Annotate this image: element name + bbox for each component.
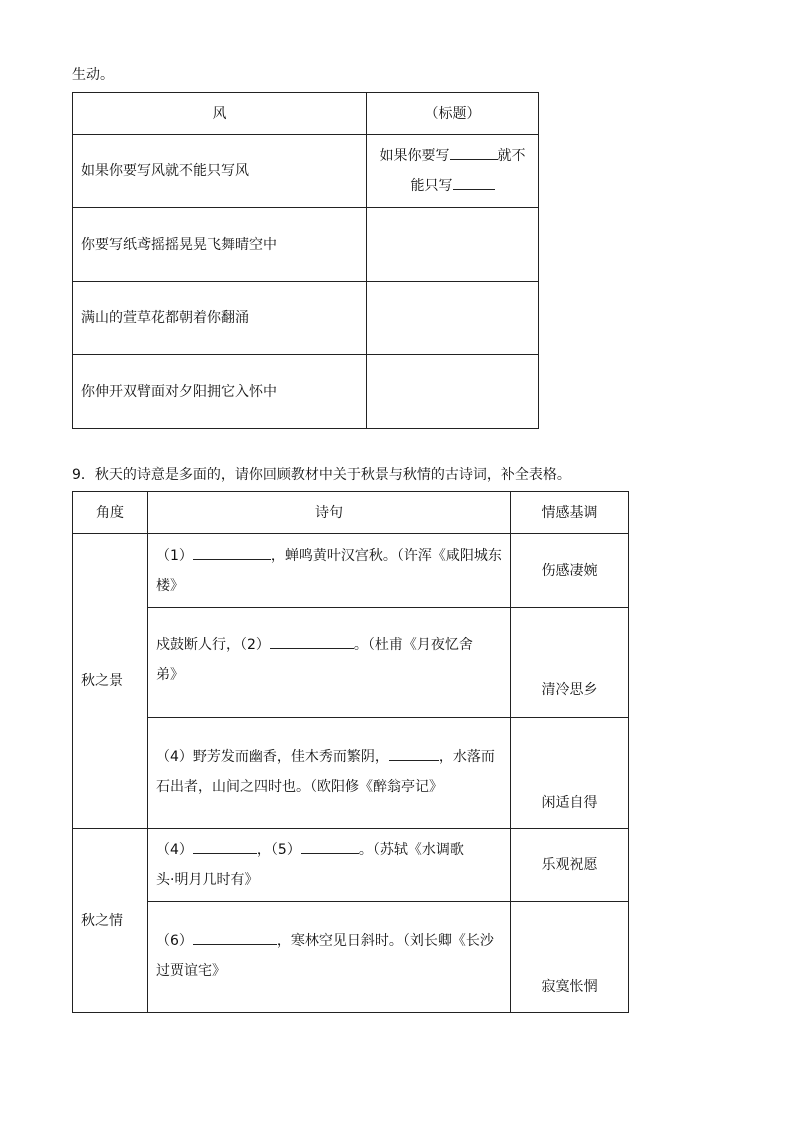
- answer-blank[interactable]: [453, 175, 495, 190]
- poem-line: 如果你要写风就不能只写风: [73, 135, 367, 208]
- header-angle: 角度: [73, 492, 148, 534]
- header-title: （标题）: [367, 93, 539, 135]
- table-row: [73, 718, 629, 829]
- wind-poem-table: [72, 92, 539, 429]
- imitation-answer-cell[interactable]: [367, 355, 539, 429]
- table-header-row: [73, 93, 539, 135]
- table-row: [73, 355, 539, 429]
- verse-cell: [148, 534, 511, 608]
- answer-blank[interactable]: [193, 545, 271, 560]
- angle-autumn-feeling: 秋之情: [73, 829, 148, 1013]
- autumn-poetry-table: [72, 491, 629, 1013]
- table-row: [73, 534, 629, 608]
- table-row: [73, 608, 629, 718]
- tone-cell: 伤感凄婉: [511, 534, 629, 608]
- table-row: [73, 208, 539, 282]
- header-wind: 风: [73, 93, 367, 135]
- angle-autumn-scene: 秋之景: [73, 534, 148, 829]
- header-verse: 诗句: [148, 492, 511, 534]
- verse-text: ，（5）: [256, 842, 301, 858]
- tone-cell: 乐观祝愿: [511, 829, 629, 902]
- poem-line: 你要写纸鸢摇摇晃晃飞舞晴空中: [73, 208, 367, 282]
- imitation-text: 如果你要写: [379, 148, 450, 164]
- verse-text: ，蝉鸣黄叶汉宫秋。（许浑《咸阳城东: [270, 547, 502, 564]
- verse-text: 石出者，山间之四时也。（欧阳修《醉翁亭记》: [156, 779, 443, 795]
- imitation-answer-cell[interactable]: [367, 208, 539, 282]
- table-row: [73, 135, 539, 208]
- verse-text: 戍鼓断人行，（2）: [156, 637, 270, 653]
- answer-blank[interactable]: [450, 145, 498, 160]
- poem-line: 你伸开双臂面对夕阳拥它入怀中: [73, 355, 367, 429]
- verse-text: （4）野芳发而幽香，佳木秀而繁阴，: [156, 749, 389, 765]
- poem-line: 满山的萱草花都朝着你翻涌: [73, 282, 367, 355]
- verse-text: （6）: [156, 933, 193, 949]
- verse-text: 头·明月几时有》: [156, 872, 259, 888]
- verse-cell: [148, 902, 511, 1013]
- verse-cell: [148, 718, 511, 829]
- table-header-row: [73, 492, 629, 534]
- answer-blank[interactable]: [270, 634, 354, 649]
- table-row: [73, 902, 629, 1013]
- verse-text: ，寒林空见日斜时。（刘长卿《长沙: [276, 933, 494, 949]
- imitation-cell: [367, 135, 539, 208]
- answer-blank[interactable]: [193, 930, 277, 945]
- verse-cell: [148, 829, 511, 902]
- verse-cell: [148, 608, 511, 718]
- verse-text: 。（杜甫《月夜忆舍: [353, 637, 473, 653]
- verse-text: ，水落而: [438, 749, 495, 765]
- header-tone: 情感基调: [511, 492, 629, 534]
- verse-text: （4）: [156, 842, 193, 858]
- answer-blank[interactable]: [389, 746, 439, 761]
- question-9: 9．秋天的诗意是多面的，请你回顾教材中关于秋景与秋情的古诗词，补全表格。: [72, 467, 571, 483]
- verse-text: 。（苏轼《水调歌: [358, 842, 464, 858]
- imitation-text: 就不: [497, 148, 526, 164]
- verse-text: 弟》: [156, 667, 184, 683]
- tone-cell: 闲适自得: [511, 718, 629, 829]
- imitation-answer-cell[interactable]: [367, 282, 539, 355]
- verse-text: 楼》: [156, 577, 184, 594]
- answer-blank[interactable]: [193, 839, 257, 854]
- tone-cell: 清冷思乡: [511, 608, 629, 718]
- table-row: [73, 282, 539, 355]
- imitation-text: 能只写: [410, 178, 453, 194]
- verse-text: 过贾谊宅》: [156, 963, 226, 979]
- intro-text: 生动。: [72, 67, 114, 83]
- answer-blank[interactable]: [301, 839, 359, 854]
- verse-text: （1）: [156, 547, 193, 564]
- tone-cell: 寂寞怅惘: [511, 902, 629, 1013]
- table-row: [73, 829, 629, 902]
